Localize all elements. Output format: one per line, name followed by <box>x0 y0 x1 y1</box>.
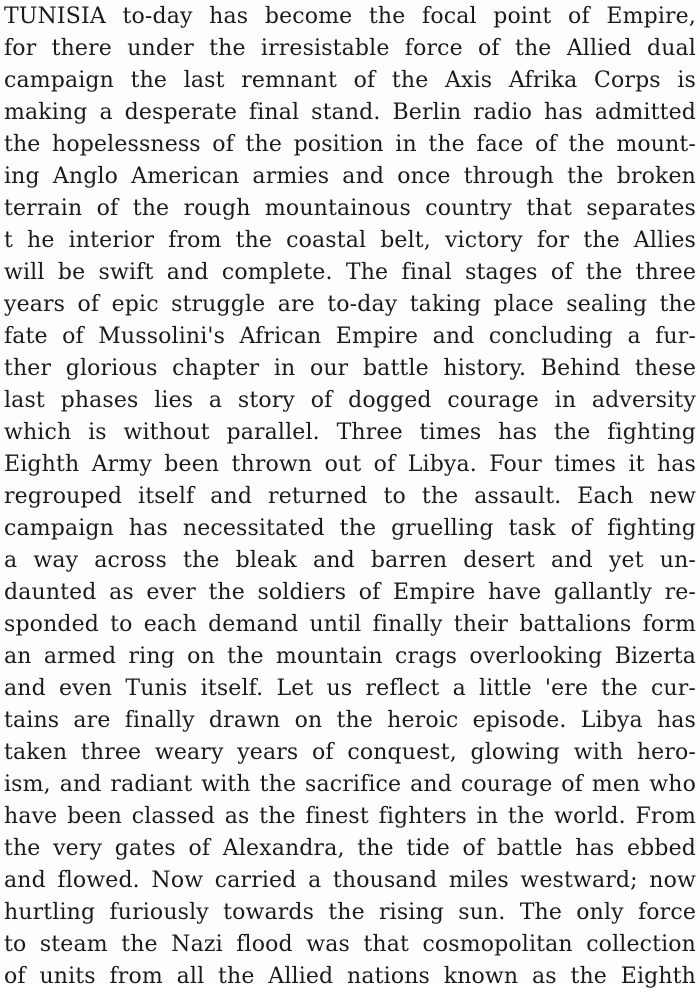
text-line: the hopelessness of the position in the face of the mount- <box>4 132 696 157</box>
text-line: to steam the Nazi flood was that cosmopolitan collection <box>4 932 696 957</box>
text-line: the very gates of Alexandra, the tide of battle has ebbed <box>4 836 696 861</box>
text-line: t he interior from the coastal belt, victory for the Allies <box>4 228 696 253</box>
text-line: TUNISIA to-day has become the focal point of Empire, <box>4 4 696 29</box>
text-line: making a desperate final stand. Berlin radio has admitted <box>4 100 696 125</box>
text-line: terrain of the rough mountainous country that separates <box>4 196 696 221</box>
text-line: will be swift and complete. The final stages of the three <box>4 260 696 285</box>
article-body <box>4 1 696 993</box>
text-line: Eighth Army been thrown out of Libya. Four times it has <box>4 452 696 477</box>
text-line: tains are finally drawn on the heroic episode. Libya has <box>4 708 696 733</box>
text-line: and flowed. Now carried a thousand miles westward; now <box>4 868 696 893</box>
text-line: years of epic struggle are to-day taking place sealing the <box>4 292 696 317</box>
text-line: hurtling furiously towards the rising sun. The only force <box>4 900 696 925</box>
text-line: and even Tunis itself. Let us reflect a little 'ere the cur- <box>4 676 696 701</box>
text-line: taken three weary years of conquest, glowing with hero- <box>4 740 696 765</box>
text-line: fate of Mussolini's African Empire and concluding a fur- <box>4 324 696 349</box>
text-line: for there under the irresistable force of the Allied dual <box>4 36 696 61</box>
text-line: have been classed as the finest fighters in the world. From <box>4 804 696 829</box>
text-line: an armed ring on the mountain crags overlooking Bizerta <box>4 644 696 669</box>
text-line: ther glorious chapter in our battle history. Behind these <box>4 356 696 381</box>
text-line: a way across the bleak and barren desert and yet un- <box>4 548 696 573</box>
text-line: daunted as ever the soldiers of Empire have gallantly re- <box>4 580 696 605</box>
text-line: sponded to each demand until finally their battalions form <box>4 612 696 637</box>
text-line: which is without parallel. Three times has the fighting <box>4 420 696 445</box>
text-line: ing Anglo American armies and once through the broken <box>4 164 696 189</box>
text-line: last phases lies a story of dogged courage in adversity <box>4 388 696 413</box>
text-line: regrouped itself and returned to the assault. Each new <box>4 484 696 509</box>
text-line: campaign the last remnant of the Axis Afrika Corps is <box>4 68 696 93</box>
text-line: ism, and radiant with the sacrifice and courage of men who <box>4 772 696 797</box>
text-line: of units from all the Allied nations known as the Eighth <box>4 964 696 989</box>
text-line: campaign has necessitated the gruelling task of fighting <box>4 516 696 541</box>
